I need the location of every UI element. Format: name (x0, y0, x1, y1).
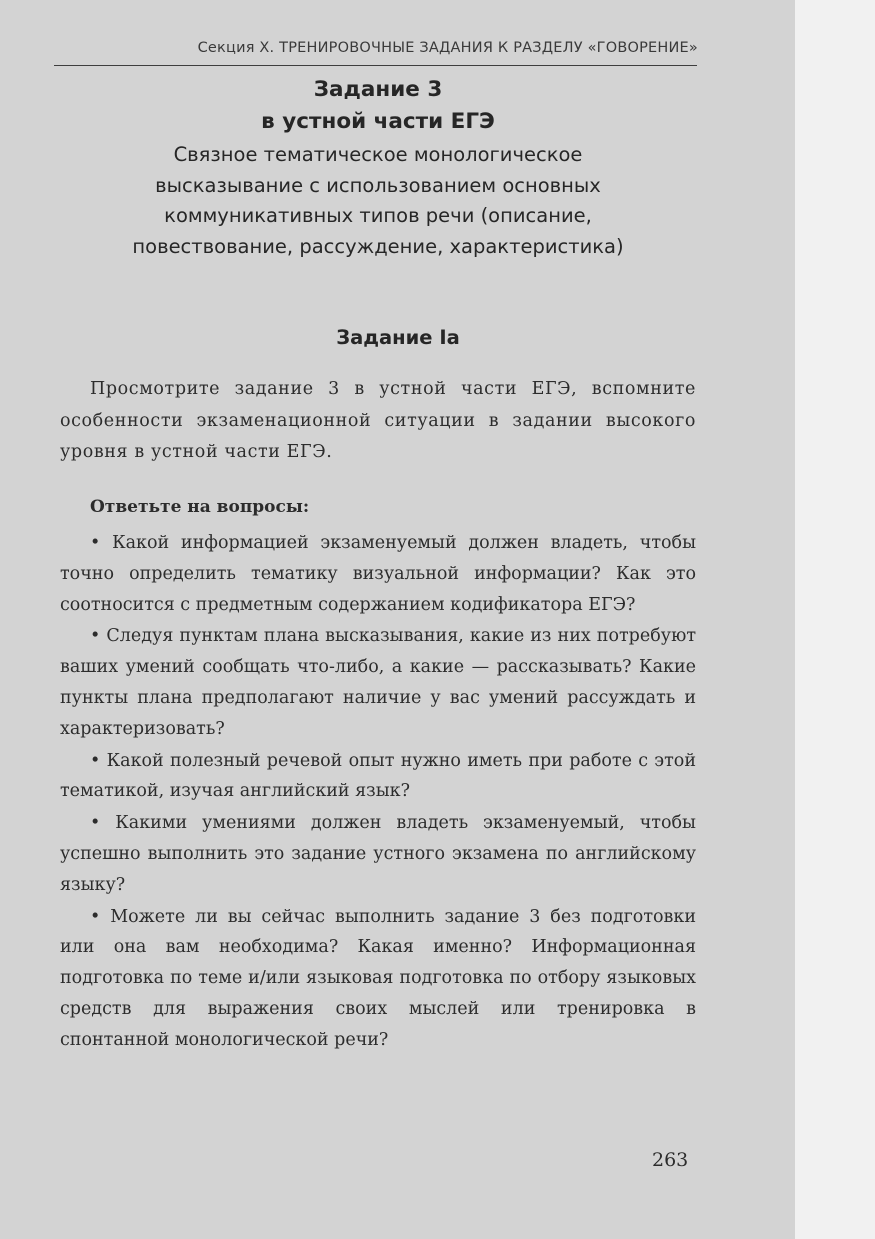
running-head: Секция X. ТРЕНИРОВОЧНЫЕ ЗАДАНИЯ К РАЗДЕЛУ «ГОВОРЕНИЕ» (197, 40, 698, 56)
questions-list (60, 528, 696, 1057)
question-item: • Какой полезный речевой опыт нужно иметь при работе с этой тематикой, изучая английский язык? (60, 750, 696, 802)
subtitle-line: коммуникативных типов речи (описание, (164, 204, 592, 227)
title-line-2: в устной части ЕГЭ (261, 109, 495, 134)
subtitle-line: Связное тематическое монологическое (173, 143, 583, 166)
title-line-1: Задание 3 (313, 77, 443, 102)
intro-paragraph: Просмотрите задание 3 в устной части ЕГЭ, вспомните особенности экзаменационной ситуации в задании высокого уровня в устной части ЕГЭ. (60, 379, 696, 462)
question-item: • Какими умениями должен владеть экзаменуемый, чтобы успешно выполнить это задание устного экзамена по английскому языку? (60, 813, 696, 895)
question-item: • Можете ли вы сейчас выполнить задание 3 без подготовки или она вам необходима? Какая именно? Информационная подготовка по теме и/или языковая подготовка по отбору языковых средств для выражения своих мыслей или тренировка в спонтанной монологической речи? (60, 906, 696, 1050)
header-rule (54, 65, 697, 66)
title-block (60, 74, 696, 262)
subtitle (60, 140, 696, 262)
subtitle-line: высказывание с использованием основных (155, 173, 601, 197)
task-heading: Задание Ia (336, 326, 460, 349)
questions-heading: Ответьте на вопросы: (90, 497, 310, 517)
page-number: 263 (652, 1149, 689, 1171)
page-edge (795, 0, 875, 1239)
question-item: • Какой информацией экзаменуемый должен владеть, чтобы точно определить тематику визуальной информации? Как это соотносится с предметным содержанием кодификатора ЕГЭ? (60, 533, 696, 615)
subtitle-line: повествование, рассуждение, характеристика) (132, 234, 624, 258)
question-item: • Следуя пунктам плана высказывания, какие из них потребуют ваших умений сообщать что-либо, а какие — рассказывать? Какие пункты плана предполагают наличие у вас умений рассуждать и характеризовать? (60, 626, 696, 739)
